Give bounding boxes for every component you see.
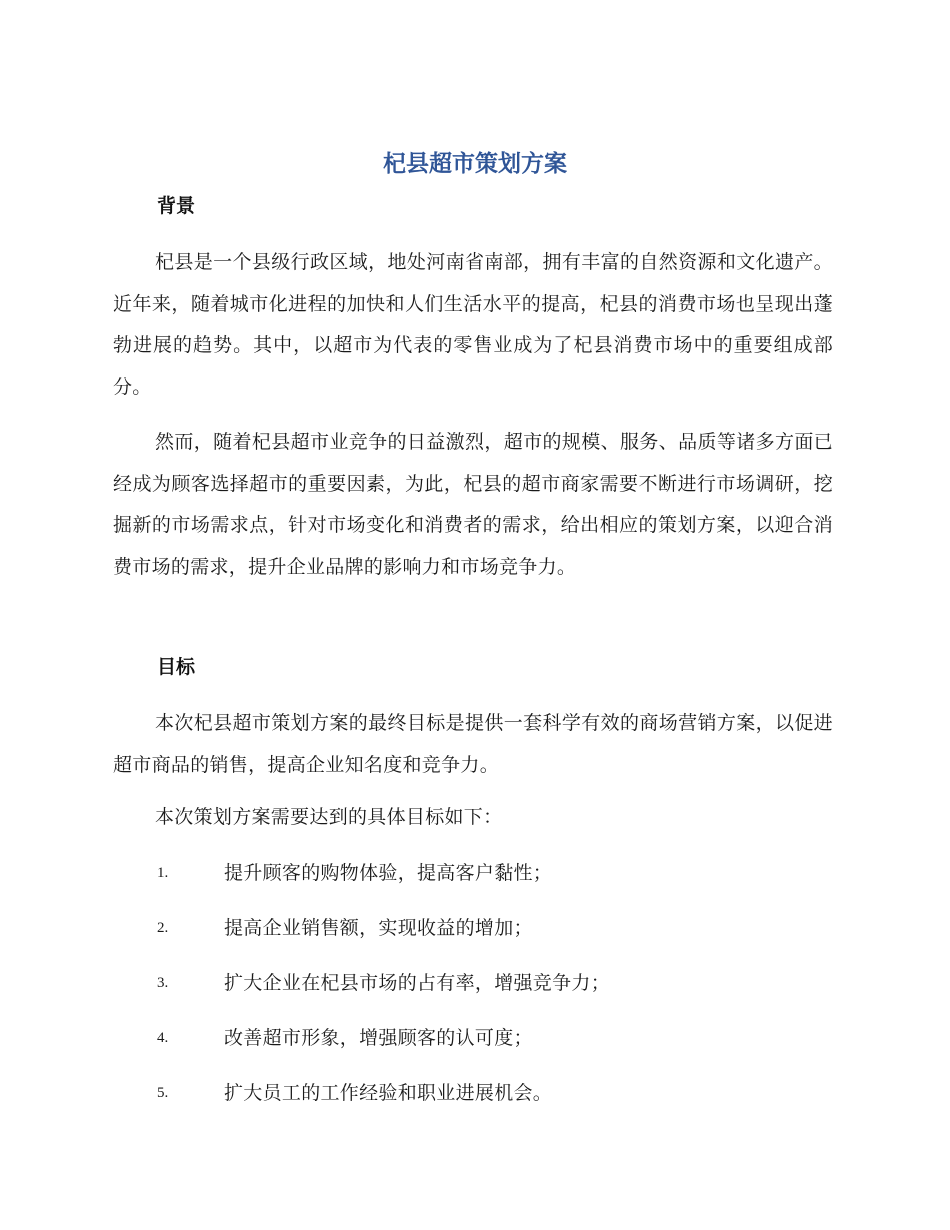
- goals-paragraph-1: 本次杞县超市策划方案的最终目标是提供一套科学有效的商场营销方案，以促进超市商品的销售，提高企业知名度和竞争力。: [113, 712, 833, 776]
- list-item-number: 4.: [157, 1030, 169, 1046]
- list-item: [157, 1023, 837, 1053]
- background-paragraph-2: 然而，随着杞县超市业竞争的日益激烈，超市的规模、服务、品质等诸多方面已经成为顾客选择超市的重要因素，为此，杞县的超市商家需要不断进行市场调研，挖掘新的市场需求点，针对市场变化和消费者的需求，给出相应的策划方案，以迎合消费市场的需求，提升企业品牌的影响力和市场竞争力。: [113, 431, 833, 578]
- list-item-text: 提升顾客的购物体验，提高客户黏性；: [224, 862, 553, 884]
- list-item-text: 扩大员工的工作经验和职业进展机会。: [224, 1082, 553, 1104]
- list-item-text: 扩大企业在杞县市场的占有率，增强竞争力；: [224, 972, 611, 994]
- goals-paragraph-2: 本次策划方案需要达到的具体目标如下：: [155, 806, 503, 828]
- list-item: [157, 913, 837, 943]
- list-item-number: 3.: [157, 975, 169, 991]
- list-item: [157, 1078, 837, 1108]
- list-item-number: 5.: [157, 1085, 169, 1101]
- list-item: [157, 968, 837, 998]
- section-heading-goals: 目标: [157, 656, 196, 678]
- section-heading-background: 背景: [157, 195, 196, 217]
- list-item-number: 1.: [157, 865, 169, 881]
- list-item-text: 提高企业销售额，实现收益的增加；: [224, 917, 533, 939]
- document-title: 杞县超市策划方案: [383, 151, 567, 177]
- list-item: [157, 858, 837, 888]
- list-item-number: 2.: [157, 920, 169, 936]
- background-paragraph-1: 杞县是一个县级行政区域，地处河南省南部，拥有丰富的自然资源和文化遗产。近年来，随着城市化进程的加快和人们生活水平的提高，杞县的消费市场也呈现出蓬勃进展的趋势。其中，以超市为代表的零售业成为了杞县消费市场中的重要组成部分。: [113, 251, 833, 398]
- list-item-text: 改善超市形象，增强顾客的认可度；: [224, 1027, 533, 1049]
